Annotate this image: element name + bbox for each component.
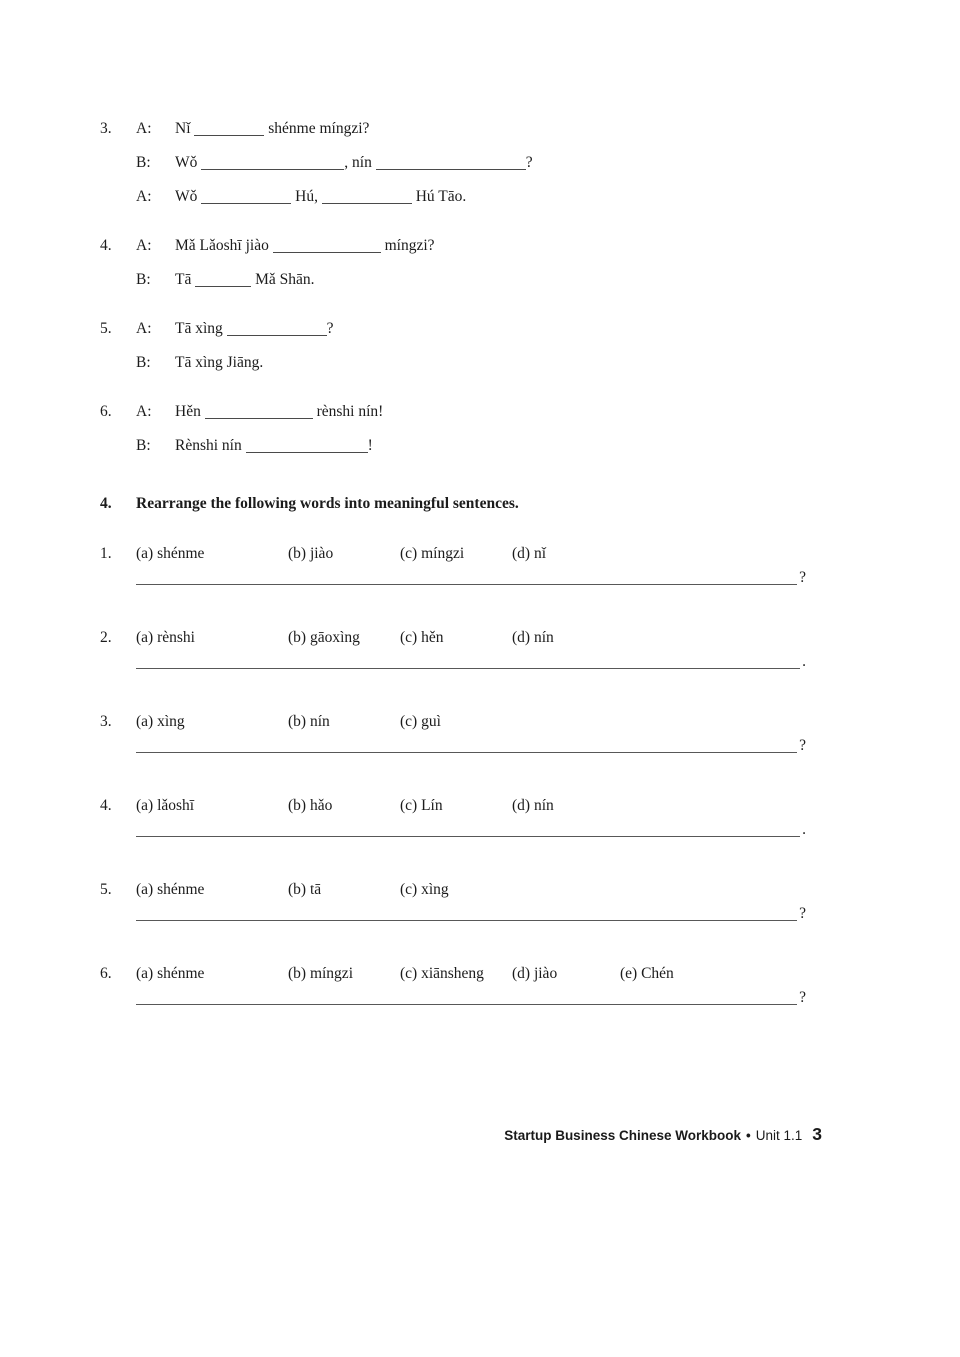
dialogue-text: [175, 146, 806, 180]
fill-in-blank: [201, 202, 291, 204]
answer-line-row: [136, 648, 806, 669]
dialogue-text-segment: Wǒ: [175, 188, 202, 205]
word-option: (b) nín: [288, 713, 330, 730]
word-option: (b) gāoxìng: [288, 629, 360, 646]
word-option: (b) míngzi: [288, 965, 353, 982]
dialogue-text: [175, 180, 806, 214]
rearrange-item-number: 2.: [100, 629, 112, 646]
dialogue-text-segment: Rènshi nín: [175, 437, 246, 454]
answer-blank-line: [136, 563, 797, 585]
section-title: Rearrange the following words into meaningful sentences.: [136, 495, 519, 512]
speaker-label: B:: [136, 437, 151, 454]
dialogue-item: [100, 112, 806, 214]
word-options: [136, 796, 806, 816]
page-footer: [504, 1124, 822, 1145]
speaker-label: A:: [136, 120, 152, 137]
page-content: [100, 112, 806, 1048]
rearrange-item-body: [136, 796, 806, 837]
dialogue-text-segment: Tā xìng: [175, 320, 227, 337]
word-option: (c) xiānsheng: [400, 965, 484, 982]
rearrange-item-number: 4.: [100, 797, 112, 814]
word-options: [136, 628, 806, 648]
end-punctuation: ?: [799, 737, 806, 754]
word-options: [136, 712, 806, 732]
word-option: (d) nǐ: [512, 545, 547, 562]
dialogue-text: [175, 263, 806, 297]
word-option: (d) nín: [512, 797, 554, 814]
answer-line-row: [136, 564, 806, 585]
word-option: (a) shénme: [136, 545, 205, 562]
answer-blank-line: [136, 731, 797, 753]
fill-in-blank: [201, 168, 344, 170]
word-option: (c) Lín: [400, 797, 443, 814]
dialogue-line: [136, 180, 806, 214]
rearrange-item: [100, 796, 806, 837]
dialogue-text-segment: rènshi nín!: [312, 403, 384, 420]
section-number: 4.: [100, 495, 112, 512]
dialogue-text: [175, 346, 806, 380]
dialogue-line: [136, 429, 806, 463]
dialogue-item-number: 6.: [100, 403, 112, 420]
dialogue-line: [136, 346, 806, 380]
dialogue-lines: [136, 395, 806, 463]
word-options: [136, 544, 806, 564]
end-punctuation: ?: [799, 905, 806, 922]
fill-in-blank: [273, 251, 381, 253]
speaker-label: A:: [136, 237, 152, 254]
dialogue-text-segment: , nín: [344, 154, 376, 171]
word-option: (c) xìng: [400, 881, 449, 898]
fill-in-blank: [246, 451, 368, 453]
dialogue-text-segment: Hú Tāo.: [411, 188, 467, 205]
word-option: (e) Chén: [620, 965, 674, 982]
word-option: (c) guì: [400, 713, 441, 730]
answer-line-row: [136, 732, 806, 753]
dialogue-text-segment: ?: [525, 154, 533, 171]
word-option: (d) jiào: [512, 965, 558, 982]
dialogue-text: [175, 112, 806, 146]
word-options: [136, 880, 806, 900]
rearrange-item: [100, 964, 806, 1005]
dialogue-line: [136, 146, 806, 180]
fill-in-blank: [195, 285, 251, 287]
answer-line-row: [136, 900, 806, 921]
dialogue-line: [136, 395, 806, 429]
dialogue-line: [136, 229, 806, 263]
dialogue-item: [100, 312, 806, 380]
rearrange-item-number: 5.: [100, 881, 112, 898]
word-option: (c) míngzi: [400, 545, 465, 562]
speaker-label: A:: [136, 320, 152, 337]
rearrange-item: [100, 880, 806, 921]
dialogue-text-segment: Hěn: [175, 403, 205, 420]
dialogue-line: [136, 112, 806, 146]
dialogue-text: [175, 229, 806, 263]
dialogue-item-number: 3.: [100, 120, 112, 137]
dialogue-item-number: 4.: [100, 237, 112, 254]
dialogue-text-segment: Mǎ Shān.: [251, 271, 315, 288]
rearrange-item-body: [136, 544, 806, 585]
fill-in-blank: [376, 168, 526, 170]
speaker-label: A:: [136, 188, 152, 205]
answer-blank-line: [136, 815, 800, 837]
rearrange-item: [100, 544, 806, 585]
word-option: (a) shénme: [136, 965, 205, 982]
dialogue-text: [175, 312, 806, 346]
dialogue-text-segment: shénme míngzi?: [264, 120, 370, 137]
speaker-label: A:: [136, 403, 152, 420]
word-option: (b) tā: [288, 881, 322, 898]
dialogue-text-segment: míngzi?: [380, 237, 435, 254]
fill-in-blank: [227, 334, 327, 336]
answer-blank-line: [136, 647, 800, 669]
answer-blank-line: [136, 983, 797, 1005]
word-option: (d) nín: [512, 629, 554, 646]
footer-book-title: Startup Business Chinese Workbook: [504, 1128, 741, 1143]
dialogue-text-segment: Tā xìng Jiāng.: [175, 354, 264, 371]
rearrange-item: [100, 628, 806, 669]
word-option: (a) shénme: [136, 881, 205, 898]
footer-page-number: 3: [812, 1124, 822, 1144]
dialogue-text-segment: Tā: [175, 271, 196, 288]
dialogue-item: [100, 229, 806, 297]
dialogue-exercise-section: [100, 112, 806, 463]
dialogue-lines: [136, 312, 806, 380]
footer-bullet-separator: •: [746, 1128, 751, 1143]
rearrange-item-number: 3.: [100, 713, 112, 730]
dialogue-line: [136, 312, 806, 346]
dialogue-text-segment: !: [367, 437, 373, 454]
rearrange-item-body: [136, 628, 806, 669]
end-punctuation: .: [802, 821, 806, 838]
rearrange-item-body: [136, 712, 806, 753]
dialogue-item-number: 5.: [100, 320, 112, 337]
dialogue-text: [175, 395, 806, 429]
fill-in-blank: [322, 202, 412, 204]
dialogue-line: [136, 263, 806, 297]
speaker-label: B:: [136, 271, 151, 288]
rearrange-item-number: 6.: [100, 965, 112, 982]
word-option: (a) rènshi: [136, 629, 195, 646]
answer-blank-line: [136, 899, 797, 921]
rearrange-section-heading: [100, 493, 806, 515]
rearrange-item: [100, 712, 806, 753]
rearrange-items: [100, 544, 806, 1005]
word-option: (b) jiào: [288, 545, 334, 562]
word-option: (b) hǎo: [288, 797, 333, 814]
word-option: (a) lǎoshī: [136, 797, 195, 814]
dialogue-text-segment: Hú,: [291, 188, 322, 205]
dialogue-text-segment: Wǒ: [175, 154, 202, 171]
speaker-label: B:: [136, 154, 151, 171]
dialogue-text-segment: ?: [326, 320, 334, 337]
end-punctuation: ?: [799, 989, 806, 1006]
dialogue-text: [175, 429, 806, 463]
dialogue-items: [100, 112, 806, 463]
footer-unit-label: Unit 1.1: [755, 1128, 803, 1143]
fill-in-blank: [205, 417, 313, 419]
answer-line-row: [136, 984, 806, 1005]
rearrange-item-body: [136, 880, 806, 921]
dialogue-item: [100, 395, 806, 463]
end-punctuation: .: [802, 653, 806, 670]
word-options: [136, 964, 806, 984]
dialogue-text-segment: Mǎ Lǎoshī jiào: [175, 237, 273, 254]
dialogue-lines: [136, 112, 806, 214]
speaker-label: B:: [136, 354, 151, 371]
answer-line-row: [136, 816, 806, 837]
dialogue-lines: [136, 229, 806, 297]
rearrange-item-body: [136, 964, 806, 1005]
fill-in-blank: [194, 134, 264, 136]
word-option: (c) hěn: [400, 629, 444, 646]
word-option: (a) xìng: [136, 713, 185, 730]
end-punctuation: ?: [799, 569, 806, 586]
dialogue-text-segment: Nǐ: [175, 120, 195, 137]
rearrange-item-number: 1.: [100, 545, 112, 562]
